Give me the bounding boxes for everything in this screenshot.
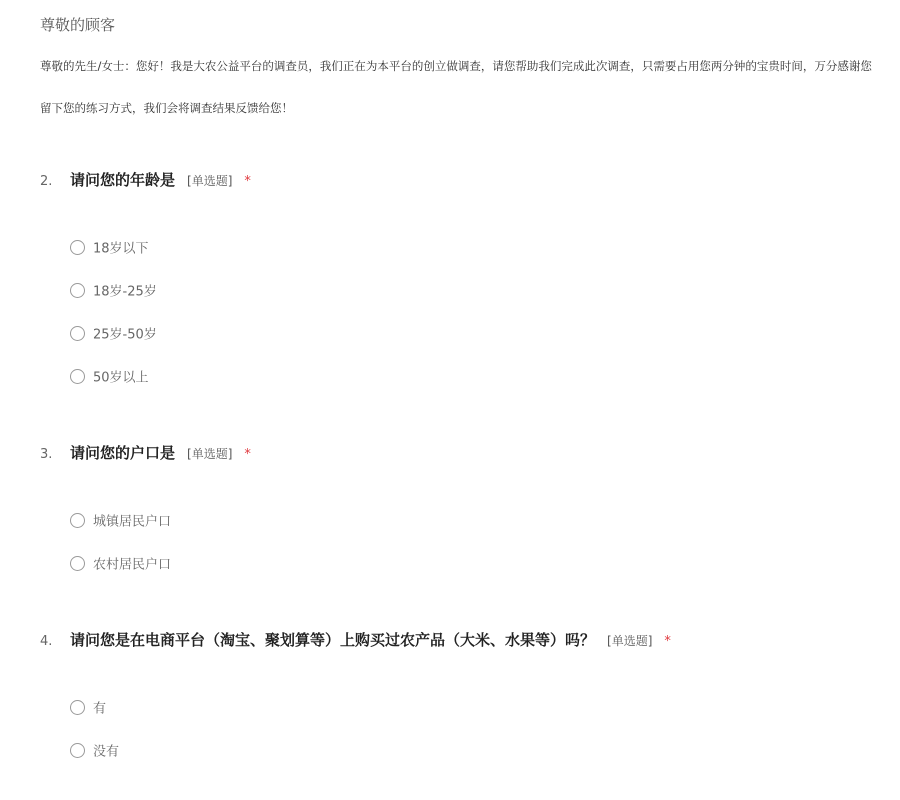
question-number: 4. [40, 634, 53, 649]
option-label: 25岁-50岁 [93, 327, 157, 343]
option-label: 50岁以上 [93, 370, 149, 386]
question-type-label: [单选题] [187, 447, 233, 461]
radio-button-icon[interactable] [70, 369, 85, 384]
question-header [40, 442, 251, 464]
option-no[interactable] [70, 742, 119, 762]
question-number: 3. [40, 447, 53, 462]
question-text: 请问您是在电商平台（淘宝、聚划算等）上购买过农产品（大米、水果等）吗？ [70, 631, 596, 649]
question-text: 请问您的年龄是 [70, 171, 176, 189]
option-age-18-25[interactable] [70, 282, 157, 302]
question-number: 2. [40, 174, 53, 189]
option-age-under-18[interactable] [70, 239, 149, 259]
question-header [40, 169, 251, 191]
survey-intro-description [40, 56, 900, 140]
option-yes[interactable] [70, 699, 106, 719]
required-asterisk: * [664, 634, 671, 649]
survey-intro-title: 尊敬的顾客 [40, 16, 116, 34]
option-age-25-50[interactable] [70, 325, 157, 345]
option-label: 有 [93, 701, 107, 717]
option-age-over-50[interactable] [70, 368, 149, 388]
required-asterisk: * [244, 174, 251, 189]
question-type-label: [单选题] [607, 634, 653, 648]
radio-button-icon[interactable] [70, 743, 85, 758]
option-label: 没有 [93, 744, 120, 760]
radio-button-icon[interactable] [70, 700, 85, 715]
radio-button-icon[interactable] [70, 326, 85, 341]
option-rural-household[interactable] [70, 555, 171, 575]
question-text: 请问您的户口是 [70, 444, 176, 462]
radio-button-icon[interactable] [70, 513, 85, 528]
intro-line-2: 留下您的练习方式，我们会将调查结果反馈给您！ [40, 101, 293, 115]
option-urban-household[interactable] [70, 512, 171, 532]
option-label: 城镇居民户口 [93, 514, 172, 530]
intro-line-1: 尊敬的先生/女士：您好！我是大农公益平台的调查员，我们正在为本平台的创立做调查，请您帮助我们完成此次调查，只需要占用您两分钟的宝贵时间，万分感谢您 [40, 59, 872, 73]
option-label: 18岁以下 [93, 241, 149, 257]
question-type-label: [单选题] [187, 174, 233, 188]
radio-button-icon[interactable] [70, 240, 85, 255]
required-asterisk: * [244, 447, 251, 462]
option-label: 18岁-25岁 [93, 284, 157, 300]
radio-button-icon[interactable] [70, 556, 85, 571]
question-header [40, 629, 671, 651]
radio-button-icon[interactable] [70, 283, 85, 298]
option-label: 农村居民户口 [93, 557, 172, 573]
